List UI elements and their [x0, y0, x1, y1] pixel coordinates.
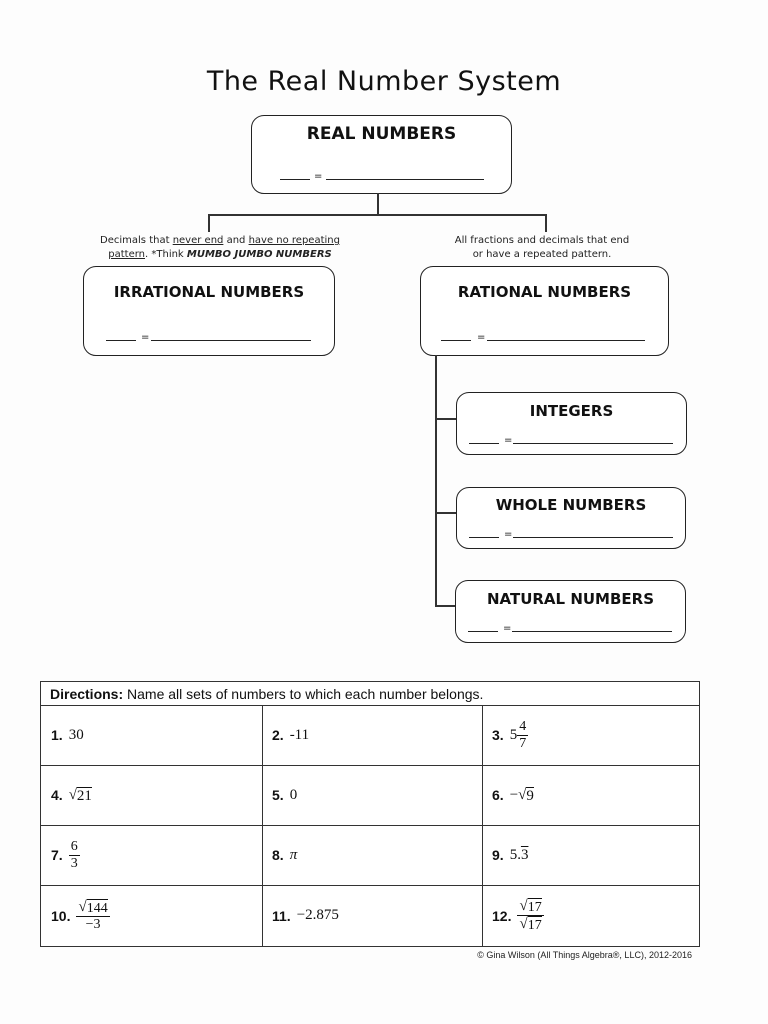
rational-numbers-box: [420, 266, 669, 356]
blank-long[interactable]: [513, 443, 673, 444]
equals-sign: =: [504, 435, 513, 446]
problem-cell[interactable]: 10. √ 144 −3: [41, 885, 263, 946]
problem-cell[interactable]: 11. −2.875: [262, 885, 483, 946]
problem-cell[interactable]: 4. √ 21: [41, 765, 263, 826]
problem-cell[interactable]: 1. 30: [41, 705, 263, 766]
equals-sign: =: [503, 623, 512, 634]
connector-line: [545, 214, 547, 232]
connector-line: [208, 214, 210, 232]
real-numbers-box: [251, 115, 512, 194]
copyright-footer: © Gina Wilson (All Things Algebra®, LLC), 2012-2016: [477, 950, 692, 960]
irrational-description: Decimals that never end and have no repeating pattern. *Think MUMBO JUMBO NUMBERS: [100, 235, 340, 260]
irrational-numbers-box: [83, 266, 335, 356]
problem-cell[interactable]: 12. √ 17 √ 17: [492, 898, 542, 933]
connector-line: [435, 418, 456, 420]
blank-long[interactable]: [513, 537, 673, 538]
irrational-numbers-title: IRRATIONAL NUMBERS: [113, 283, 305, 301]
rational-numbers-title: RATIONAL NUMBERS: [457, 283, 632, 301]
blank-long[interactable]: [512, 631, 672, 632]
real-numbers-title: REAL NUMBERS: [306, 124, 457, 144]
connector-line: [208, 214, 546, 216]
problem-cell[interactable]: 3. 5 $\frac{4}{7}$: [482, 705, 699, 766]
page-title: The Real Number System: [206, 66, 562, 97]
problem-cell[interactable]: 5. 0: [262, 765, 483, 826]
problem-cell[interactable]: 2. -11: [262, 705, 483, 766]
blank-short[interactable]: [280, 179, 310, 180]
blank-long[interactable]: [151, 340, 311, 341]
whole-numbers-box: [456, 487, 686, 549]
blank-short[interactable]: [469, 537, 499, 538]
problem-cell[interactable]: 6. − √ 9: [482, 765, 699, 826]
problem-cell[interactable]: 8. π: [262, 825, 483, 886]
blank-short[interactable]: [469, 443, 499, 444]
equals-sign: =: [477, 332, 486, 343]
blank-long[interactable]: [487, 340, 645, 341]
problems-table: [40, 681, 700, 947]
blank-short[interactable]: [106, 340, 136, 341]
connector-line: [435, 512, 456, 514]
connector-line: [377, 193, 379, 215]
natural-numbers-title: NATURAL NUMBERS: [486, 590, 655, 608]
integers-title: INTEGERS: [529, 402, 614, 420]
directions-text: Name all sets of numbers to which each number belongs.: [123, 686, 484, 702]
equals-sign: =: [504, 529, 513, 540]
rational-description: All fractions and decimals that end or have a repeated pattern.: [454, 235, 630, 260]
equals-sign: =: [314, 171, 323, 182]
integers-box: [456, 392, 687, 455]
blank-short[interactable]: [441, 340, 471, 341]
connector-line: [435, 355, 437, 606]
problem-cell[interactable]: 7. $\frac{6}{3}$: [41, 825, 263, 886]
directions-label: Directions:: [50, 686, 124, 702]
whole-numbers-title: WHOLE NUMBERS: [495, 496, 647, 514]
natural-numbers-box: [455, 580, 686, 643]
blank-short[interactable]: [468, 631, 498, 632]
connector-line: [435, 605, 456, 607]
blank-long[interactable]: [326, 179, 484, 180]
directions: [41, 682, 699, 706]
equals-sign: =: [141, 332, 150, 343]
problem-cell[interactable]: 9. 5. 3: [482, 825, 699, 886]
